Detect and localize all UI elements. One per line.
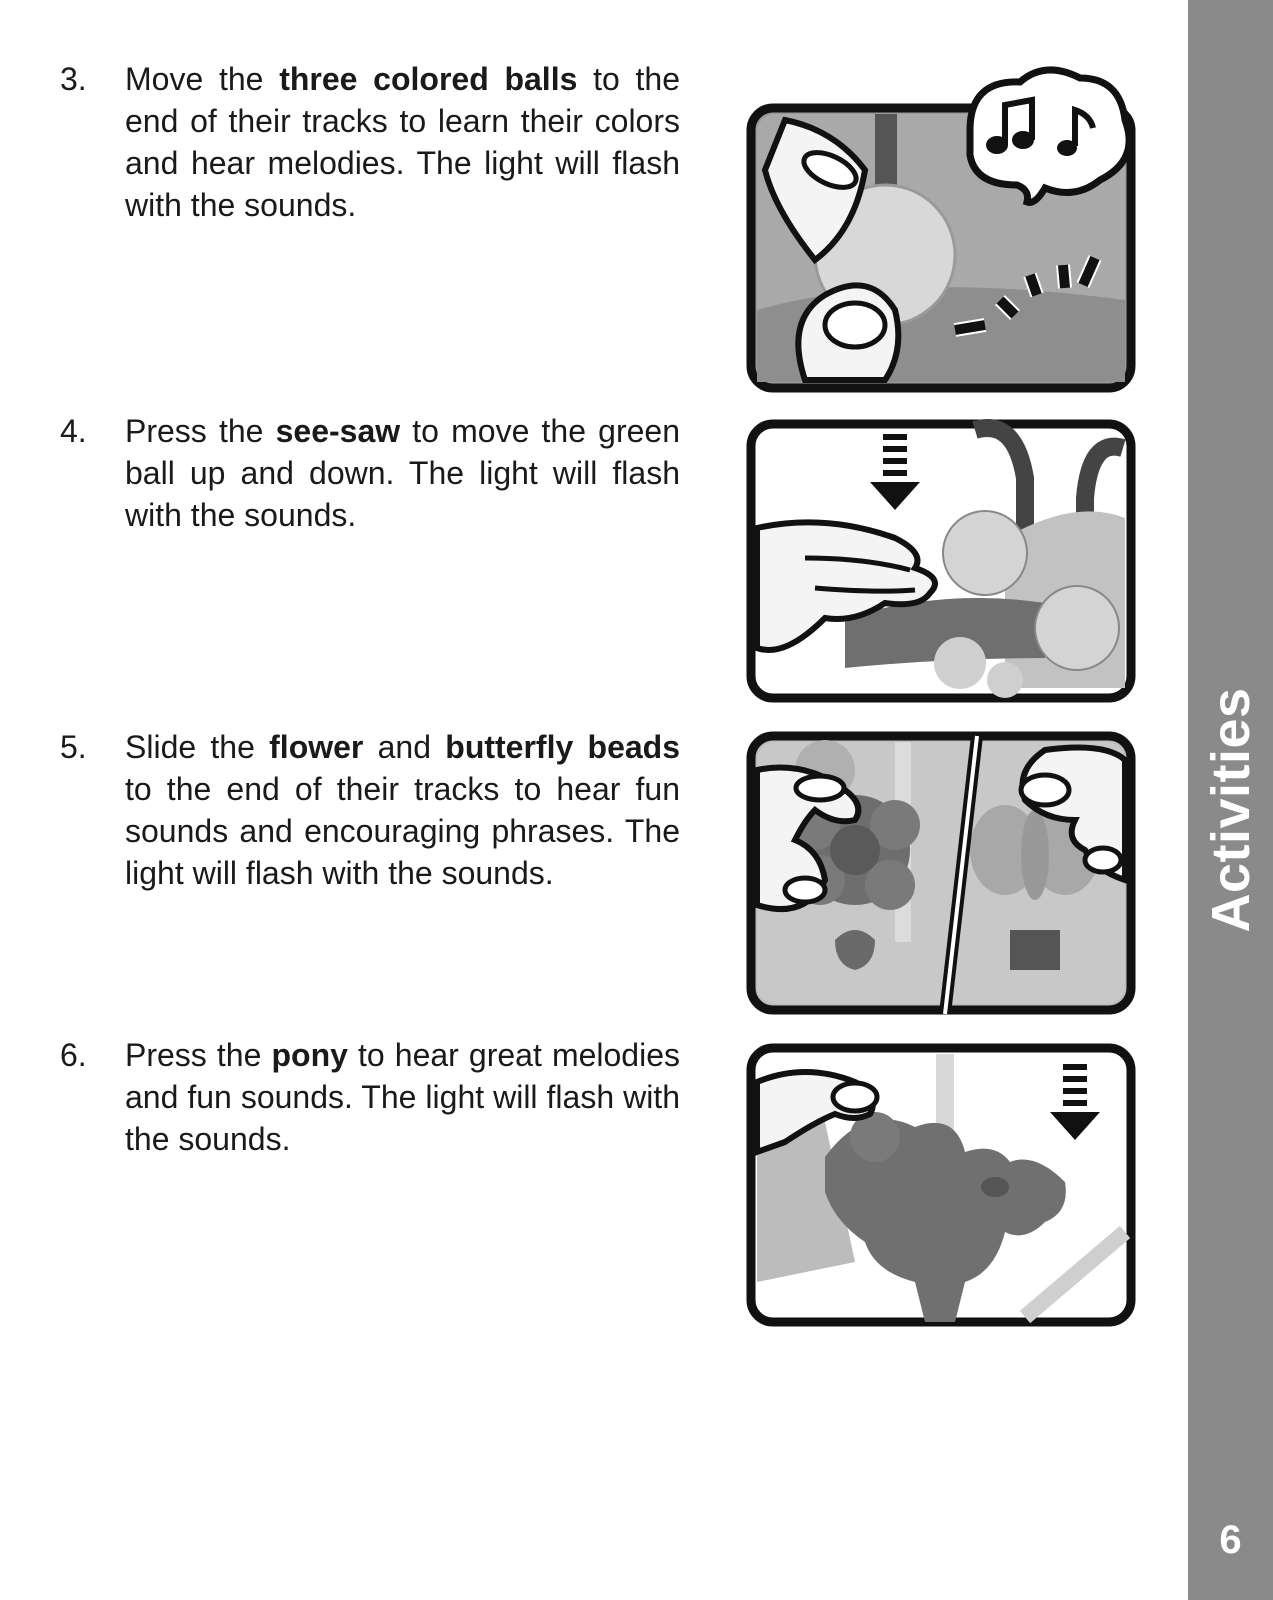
page-number: 6 — [1219, 1518, 1242, 1562]
step-text: Slide the flower and butterfly beads to the end of their tracks to hear fun sounds and encouraging phrases. The light will flash with the sounds. — [125, 729, 680, 891]
illustration-pony — [745, 1042, 1145, 1330]
keyword: pony — [271, 1037, 348, 1073]
keyword: flower — [269, 729, 364, 765]
pony-image — [745, 1042, 1145, 1330]
step-text: Press the see-saw to move the green ball up and down. The light will flash with the sounds. — [125, 413, 681, 533]
flower-butterfly-image — [745, 730, 1145, 1018]
step-number: 6. — [60, 1037, 87, 1073]
step-number: 4. — [60, 413, 87, 449]
keyword: butterfly beads — [445, 729, 680, 765]
illustration-see-saw — [745, 418, 1145, 706]
step-number: 3. — [60, 61, 87, 97]
see-saw-image — [745, 418, 1145, 706]
section-title-text: Activities — [1200, 687, 1261, 933]
step-number: 5. — [60, 729, 87, 765]
illustration-flower-butterfly — [745, 730, 1145, 1018]
colored-balls-image — [745, 60, 1145, 395]
keyword: three colored balls — [279, 61, 578, 97]
step-text: Press the pony to hear great melodies and fun sounds. The light will flash with the sounds. — [125, 1037, 681, 1157]
keyword: see-saw — [275, 413, 401, 449]
illustration-colored-balls — [745, 60, 1145, 395]
section-title — [1188, 680, 1273, 940]
step-text: Move the three colored balls to the end of their tracks to learn their colors and hear melodies. The light will flash with the sounds. — [125, 61, 681, 223]
